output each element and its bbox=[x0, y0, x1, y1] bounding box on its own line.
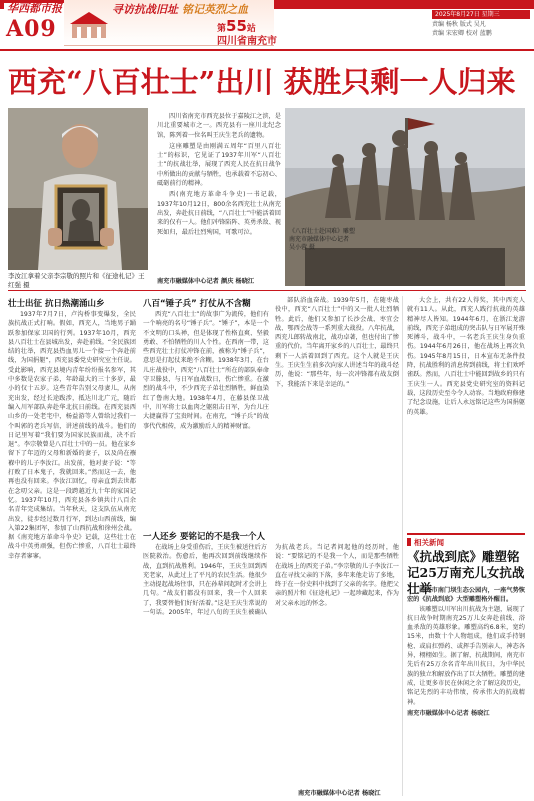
col4-body bbox=[143, 543, 399, 783]
photo1-caption: 李汝江拿着父亲李宗敬的照片和《征途札记》王红强 摄 bbox=[8, 272, 145, 289]
header-meta bbox=[432, 10, 530, 38]
stop-suffix: 站 bbox=[246, 24, 256, 34]
col5-text: 大会上，共有22人得奖，其中西充人就有11人。从此，西充人践行抗战的英雄精神尽人皆知。1944年6月，在浙江龙游前线，西充子弟组成的突击队与日军展开殊死搏斗，战斗中，一名老兵王庆生身负重伤。1944年6月26日，他在战场上再次负伤。1945年8月15日，日本宣布无条件投降，抗战胜利的消息传到前线，将士们欢呼雀跃。然而，八百壮士中能回到故乡的只有王庆生一人。西充县党史研究室的资料记载，这段历史至今令人动容。当地政府修建了纪念设施，让后人永远铭记这些为国捐躯的英雄。 bbox=[407, 297, 525, 416]
stop-number: 55 bbox=[226, 17, 247, 35]
related-news-credit: 南充市融媒体中心记者 杨晓江 bbox=[407, 709, 490, 717]
page-header bbox=[0, 0, 534, 50]
related-news-body bbox=[407, 586, 525, 718]
intro-p1: 四川省南充市西充县位于嘉陵江之滨，是川北重要城市之一。西充县有一座川北纪念馆，陈列着一位名叫王庆生老兵的遗物。 bbox=[157, 113, 281, 139]
editor-line-1: 责编 杨秋 版式 吴凡 bbox=[432, 21, 486, 28]
banner-title-b: 铭记英烈之血 bbox=[182, 3, 248, 16]
header-rule bbox=[0, 49, 534, 51]
headline: 西充“八百壮士”出川 获胜只剩一人归来 bbox=[8, 65, 516, 99]
banner-title-a: 寻访抗战旧址 bbox=[112, 3, 178, 16]
memorial-hall-icon bbox=[68, 4, 110, 42]
intro-credit: 南充市融媒体中心记者 颜庆 杨晓江 bbox=[157, 278, 255, 285]
photo2-caption: 《八百壮士赴国难》雕塑 南充市融媒体中心记者 吴小蓉 摄 bbox=[289, 228, 356, 251]
related-news-text: 该雕塑以川军出川抗战为主题，展现了抗日战争时期南充25万儿女奔赴前线、浴血杀敌的英雄形象。雕塑高约6.8米，宽约15米，由数十个人物组成，他们或手持钢枪、或肩扛弹药、或挥手告别亲人，神态各异，栩栩如生。据了解，抗战期间，南充市先后有25万余名青年出川抗日，为中华民族的独立和解放作出了巨大牺牲。雕塑的建成，让更多市民在休闲之余了解这段历史，铭记先烈的丰功伟绩，传承伟大的抗战精神。 bbox=[407, 605, 525, 706]
related-news-head bbox=[407, 533, 525, 547]
section-name: 四川省南充市 bbox=[217, 36, 277, 47]
stop-prefix: 第 bbox=[217, 24, 227, 34]
intro-text bbox=[157, 112, 281, 239]
col2-text: 西充“八百壮士”的故事广为流传，他们有一个响亮的名号“锤子兵”。“锤子”，本是一个不文明的口头禅，但是体现了性格直爽、坚毅勇敢、不怕牺牲的川人个性。在西南一带，这些西充壮士打仗冲锋在前，被称为“锤子兵”，意思是打起仗来绝不含糊。1938年3月，在台儿庄战役中，西充“八百壮士”所在的部队奉命守卫滕县，与日军血战数日，伤亡惨重。在激烈的战斗中，不少西充子弟壮烈牺牲，鲜血染红了鲁南大地。1938年4月，在藤县保卫战中，川军将士以血肉之躯阻击日军，为台儿庄大捷赢得了宝贵时间。在南充，“锤子兵”的故事代代相传，成为激励后人的精神财富。 bbox=[143, 311, 269, 430]
veteran-son-illustration bbox=[8, 108, 148, 270]
editor-line-2: 责编 宋宏卿 校对 蓝鹏 bbox=[432, 30, 492, 37]
photo-veteran-son bbox=[8, 108, 148, 270]
related-news-marker bbox=[407, 538, 411, 546]
col1-body bbox=[8, 310, 136, 790]
col2-head: 八百“锤子兵” 打仗从不含糊 bbox=[143, 299, 251, 309]
col1-head: 壮士出征 抗日热潮涌山乡 bbox=[8, 299, 105, 309]
intro-p3: 西(南充地方革命斗争史)一书记载，1937年10月12日，800余名西充壮士从南充出发，奔赴抗日前线，“八百壮士”中能活着回来的仅有一人。他们冲锋陷阵、英勇杀敌、视死如归，最后壮烈殉国，可歌可泣。 bbox=[157, 191, 281, 236]
related-news-title: 《抗战到底》雕塑铭记25万南充儿女抗战壮举 bbox=[407, 549, 525, 596]
related-news-label: 相关新闻 bbox=[414, 538, 444, 547]
col2-body bbox=[143, 310, 269, 523]
col3-text: 部队浴血奋战。1939年5月，在随枣战役中，西充“八百壮士”中的又一批人壮烈牺牲。此后，他们又参加了长沙会战、枣宜会战、鄂西会战等一系列重大战役。八年抗战，西充儿郎转战南北，战功卓著，但也付出了惨重的代价。当年离开家乡的八百壮士，最终只剩下一人活着回到了西充。这个人就是王庆生。王庆生生前多次向家人讲述当年的战斗经历，他说：“那些年，每一次冲锋都有战友倒下，我能活下来是幸运的。” bbox=[275, 297, 399, 388]
page-number: A09 bbox=[6, 16, 57, 42]
col1-text: 1937年7月7日，卢沟桥事变爆发，全民族抗战正式打响。假如，西充人，当地男子踊跃参加保家卫国的行列。1937年10月，西充县八百壮士在县城出发，奔赴前线。“全民族团结的壮举，西充县热血男儿一个接一个奔赴前线，为国捐躯”，西充县委党史研究室主任说。受此影响，西充县境内青年纷纷报名参军，其中多数是农家子弟，年龄最大的三十多岁，最小的仅十五岁。这些青年告别父母妻儿，从南充出发，经过长途跋涉，抵达川北广元，随后编入川军部队奔赴华北抗日前线。在西充县西山乡的一处老宅中，杨益游等人曾给过我们一个叫郭的老兵写信，讲述前线的战斗。他们的日记里写着“我们要为国家民族而战，决不后退”。李宗敬曾是八百壮士中的一员。他在家乡留下了年迈的父母和新婚的妻子，以及尚在襁褓中的儿子李汝江。出发前，他对妻子说：“等打败了日本鬼子，我就回来。”然而这一去，他再也没有回来。李汝江回忆，母亲直到去世都在念叨父亲。这是一段跨越近九十年的家国记忆。1937年10月，西充县各乡镇共计八百余名青年完成集结。当年秋天，这支队伍从南充出发，徒步经过数月行军，到达山西前线，编入第22集团军，参加了山西抗战和徐州会战。据《南充地方革命斗争史》记载，这些壮士在战斗中英勇顽强，但伤亡惨重，八百壮士最终幸存者寥寥。 bbox=[8, 311, 136, 560]
column-divider bbox=[402, 296, 403, 796]
photo-sculpture bbox=[285, 108, 525, 286]
intro-p2: 这座雕塑是由刚满五周年“百里八百壮士”的标识，它见证了1937年川军“八百壮士”的抗战壮举，展现了西充人民在抗日战争中所做出的贡献与牺牲，也承载着不忘初心、砥砺前行的精神。 bbox=[157, 142, 281, 188]
sculpture-illustration bbox=[285, 108, 525, 286]
related-news-lead: 南充市南门坝生态公园内，一座气势恢宏的《抗战到底》大型雕塑格外醒目。 bbox=[407, 587, 525, 604]
bottom-credit: 南充市融媒体中心记者 杨晓江 bbox=[298, 790, 381, 797]
col3-body bbox=[275, 296, 399, 523]
masthead: 华西都市报 bbox=[4, 3, 65, 15]
col4-text: 在战场上身受重伤后，王庆生被送往后方医院救治。伤愈后，他再次回到前线继续作战，直到抗战胜利。1946年，王庆生回到西充老家，从此过上了平凡的农民生活。他很少主动提起战场往事，只在孙辈问起时才会讲上几句。“战友们都没有回来，我一个人回来了，我要替他们好好活着。”这是王庆生常说的一句话。2005年，年过八旬的王庆生被确认为抗战老兵。当记者问起他的经历时，他说：“要铭记的不是我一个人，而是那些牺牲在战场上的西充子弟。”李宗敬的儿子李汝江一直在寻找父亲的下落，多年来他走访了多地，终于在一份史料中找到了父亲的名字。他把父亲的照片和《征途札记》一起珍藏起来，作为对父亲永远的怀念。 bbox=[143, 544, 399, 617]
col4-head: 一人还乡 要铭记的不是我一个人 bbox=[143, 532, 265, 542]
section-separator bbox=[8, 290, 526, 291]
issue-date: 2025年8月27日 星期三 bbox=[432, 10, 530, 19]
col5-body bbox=[407, 296, 525, 526]
